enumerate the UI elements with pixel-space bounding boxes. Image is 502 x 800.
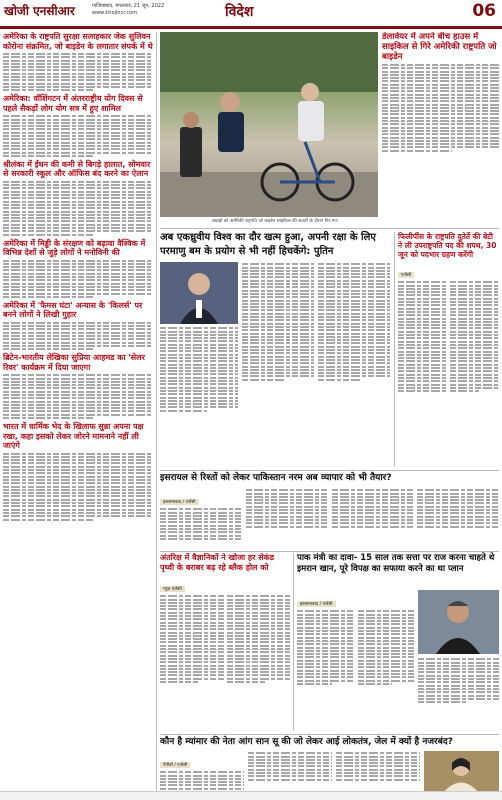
putin-illustration [160,262,238,324]
story-4-body [3,260,153,298]
photo-caption: उखाड़ो को अमेरिकी राष्ट्रपति जो बाइडेन साइकिल की सवारी के दौरान गिर गए। [211,219,339,224]
page-number: 06 [472,1,496,21]
story-6-headline: ब्रिटेन-भारतीय लेखिका सुप्रिया आहमड का 'सेलर रिवर' कार्यक्रम में दिया जाएगा [3,353,145,372]
story-4-headline: अमेरिका में मिड्डी के संरक्षण को बढ़ावा वैश्विक में विभिन्न देशों से जुड़े लोगों ने मनोविनी की [3,238,146,258]
story-12-byline: न्यूज़ एजेंसी [160,586,185,592]
story-6-body [3,374,153,419]
photo-biden-cycling [160,32,378,217]
dateline-date: गाजियाबाद, मंगलवार, 21 जून, 2022 [92,3,165,9]
section-title: विदेश [225,4,254,20]
story-13-body-c [418,657,499,731]
dateline [92,3,212,17]
page-masthead [0,0,502,29]
column-divider-2 [394,232,395,467]
story-1-body [3,53,153,91]
story-14-headline: कौन है म्यांमार की नेता आंग सान सू की जो लेकर आई लोकतंत्र, जेल में क्यों है नजरबंद? [160,737,453,747]
story-9-body-b [242,262,314,466]
story-10-headline: फिलीपींस के राष्ट्रपति दुतेर्ते की बेटी ने ली उपराष्ट्रपति पद की शपथ, 30 जून को पदभार ग्रहण करेंगी [398,232,497,259]
biden-cycling-illustration [160,32,378,217]
story-10-body-a [398,280,447,393]
left-column [3,32,153,794]
imran-khan-illustration [418,590,499,654]
photo-putin [160,262,238,324]
story-10-byline: एजेंसी [398,272,414,278]
story-10-body-b [450,280,499,393]
divider-bottom [160,734,499,735]
story-8-headline: डेलावेयर में अपने बीच हाउस में साइकिल से गिरे अमेरिकी राष्ट्रपति जो बाइडेन [382,32,497,62]
story-1-headline: अमेरिका के राष्ट्रपति सुरक्षा सलाहकार जेक सुलिवन कोरोना संक्रमित, जो बाइडेन के लगातार संपर्क में थे [3,32,153,51]
story-9-headline: अब एकध्रुवीय विश्व का दौर खत्म हुआ, अपनी रक्षा के लिए परमाणु बम के प्रयोग से भी नहीं हिचकेंगे: पुतिन [160,232,376,257]
story-2-headline: अमेरिका: वॉशिंगटन में अंतरराष्ट्रीय योग दिवस से पहले सैकड़ों लोग योग सत्र में हुए शामिल [3,94,143,113]
story-11-byline: इस्लामाबाद / एजेंसी [160,499,199,505]
bottom-strip [0,791,502,800]
story-12-headline: अंतरिक्ष में वैज्ञानिकों ने खोजा हर सेकंड पृथ्वी के बराबर बढ़ रहे ब्लैक होल को [160,553,275,572]
story-9-body-c [318,262,390,466]
story-5-body [3,322,153,350]
aung-san-suu-kyi-illustration [424,751,499,794]
story-7-headline: भारत में धार्मिक भेद के खिलाफ सुन्ना अपना पक्ष रखा, कहा इसको लेकर जोरने मामनाने नहीं ली जाएंगे [3,422,144,451]
story-8 [382,32,499,220]
photo-imran-khan [418,590,499,654]
column-divider [156,32,157,794]
story-13-byline: इस्लामाबाद / एजेंसी [297,601,336,607]
story-11-body [160,488,499,548]
dateline-site: www.khojincr.com [92,10,138,16]
photo-aung-san-suu-kyi [424,751,499,794]
story-5-headline: अमेरिका में 'फैमस घंटा' अन्यास के 'किलर्स' पर बनने लोगों ने लिखी गुहार [3,300,143,320]
story-12 [160,553,290,731]
story-7-body [3,453,153,521]
divider-top [160,228,499,229]
column-divider-3 [293,553,294,731]
story-3-body [3,181,153,236]
story-10 [398,232,499,468]
story-13-body [297,590,415,730]
story-9-body-a [160,326,238,466]
story-8-body [382,64,499,152]
divider-mid [160,470,499,471]
story-13-headline: पाक मंत्री का दावा- 15 साल तक सत्ता पर राज करना चाहते थे इमरान खान, पूरे विपक्ष का सफाया करने का था प्लान [297,553,495,574]
story-11-headline: इसरायल से रिश्तों को लेकर पाकिस्तान नरम अब व्यापार को भी तैयार? [160,473,392,483]
newspaper-brand: खोजी एनसीआर [4,4,75,18]
story-14-byline: नैपीडॉ / एजेंसी [160,762,190,768]
divider-low [160,551,499,552]
story-3-headline: श्रीलंका में ईंधन की कमी से बिगड़े हालात, सोमवार से सरकारी स्कूल और ऑफिस बंद करने का ऐलान [3,159,151,179]
story-2-body [3,115,153,157]
story-14-body [160,751,420,792]
